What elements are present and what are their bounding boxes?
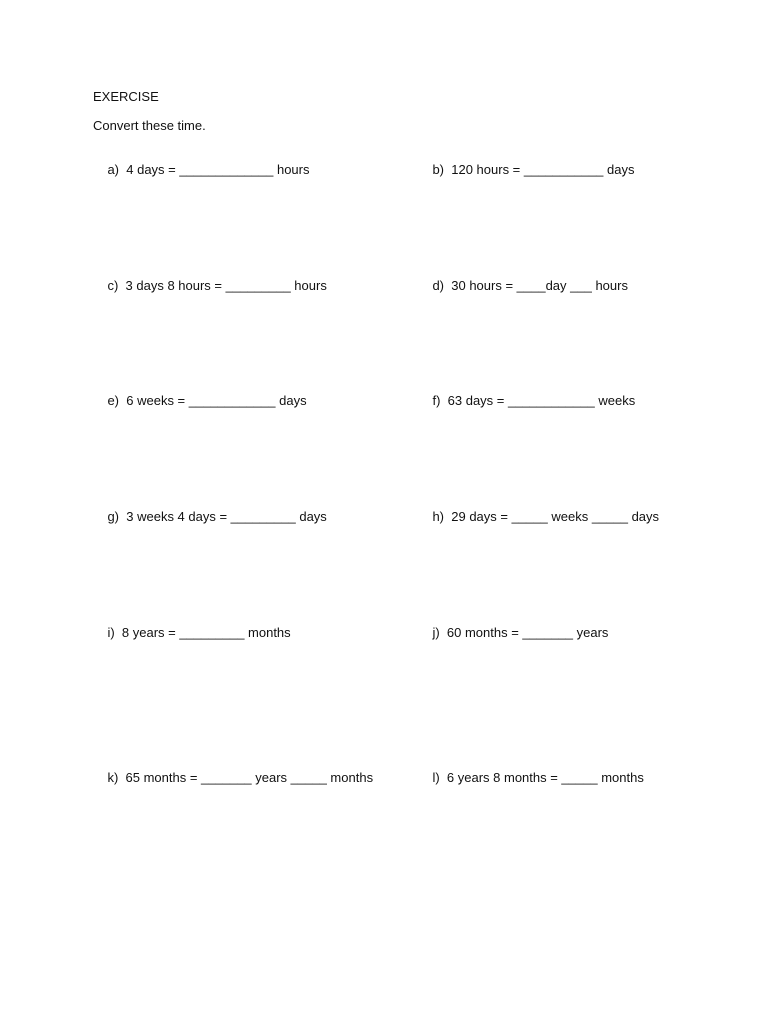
question-i	[93, 609, 291, 657]
question-g	[93, 493, 327, 541]
question-label: c)	[107, 278, 119, 293]
question-text: 3 weeks 4 days = _________ days	[126, 509, 327, 524]
question-text: 6 years 8 months = _____ months	[446, 770, 644, 785]
question-l	[418, 754, 644, 802]
question-label: l)	[432, 770, 440, 785]
question-text: 60 months = _______ years	[446, 625, 609, 640]
question-text: 120 hours = ___________ days	[451, 162, 635, 177]
question-f	[418, 377, 635, 425]
question-text: 6 weeks = ____________ days	[126, 393, 307, 408]
question-label: i)	[107, 625, 115, 640]
question-h	[418, 493, 659, 541]
question-label: b)	[432, 162, 445, 177]
exercise-heading: EXERCISE	[93, 89, 159, 104]
question-label: f)	[432, 393, 441, 408]
question-text: 8 years = _________ months	[121, 625, 291, 640]
question-label: k)	[107, 770, 119, 785]
question-j	[418, 609, 608, 657]
instruction-text: Convert these time.	[93, 118, 206, 133]
question-label: h)	[432, 509, 445, 524]
question-text: 30 hours = ____day ___ hours	[451, 278, 628, 293]
question-label: j)	[432, 625, 440, 640]
question-k	[93, 754, 373, 802]
question-label: g)	[107, 509, 120, 524]
question-e	[93, 377, 307, 425]
question-d	[418, 262, 628, 310]
question-a	[93, 146, 310, 194]
question-text: 4 days = _____________ hours	[126, 162, 310, 177]
question-c	[93, 262, 327, 310]
question-text: 3 days 8 hours = _________ hours	[125, 278, 327, 293]
question-label: a)	[107, 162, 120, 177]
question-b	[418, 146, 635, 194]
question-text: 29 days = _____ weeks _____ days	[451, 509, 660, 524]
question-label: e)	[107, 393, 120, 408]
question-text: 63 days = ____________ weeks	[447, 393, 636, 408]
question-text: 65 months = _______ years _____ months	[125, 770, 374, 785]
question-label: d)	[432, 278, 445, 293]
